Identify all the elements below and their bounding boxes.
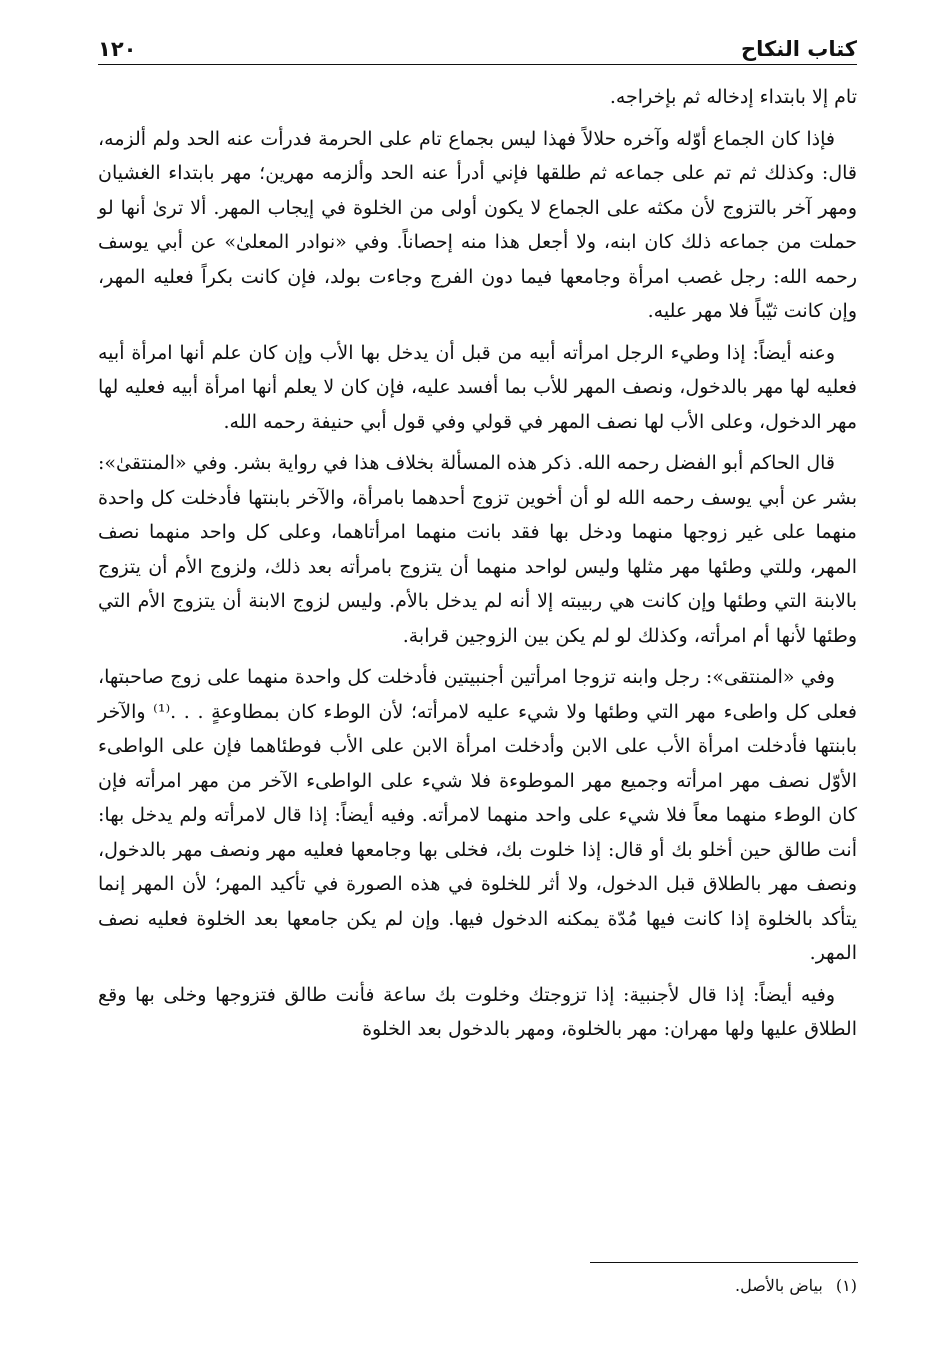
chapter-title: كتاب النكاح <box>741 37 857 61</box>
footnote-text: بياض بالأصل. <box>734 1276 823 1295</box>
main-text <box>98 80 857 1054</box>
paragraph-4: قال الحاكم أبو الفضل رحمه الله. ذكر هذه المسألة بخلاف هذا في رواية بشر. وفي «المنتقىٰ»: بشر عن أبي يوسف رحمه الله لو أن أخوين تزوج أحدهما بامرأة، والآخر بابنتها فأدخلت كل واحدة منهما على غير زوجها منهما ودخل بها فقد بانت منهما امرأتاهما، وعلى كل واحد منهما نصف المهر، وللتي وطئها مهر مثلها وليس لواحد منهما أن يتزوج بامرأته بعد ذلك، ولزوج الأم أن يتزوج بالابنة التي وطئها وإن كانت هي ربيبته إلا أنه لم يدخل بالأم. وليس لزوج الابنة أن يتزوج الأم التي وطئها لأنها أم امرأته، وكذلك لو لم يكن بين الزوجين قرابة. <box>98 452 857 647</box>
paragraph-2: فإذا كان الجماع أوّله وآخره حلالاً فهذا ليس بجماع تام على الحرمة فدرأت عنه الحد ولم ألزمه، قال: وكذلك ثم تم على جماعه ثم طلقها فإني أدرأ عنه الحد وألزمه مهرين؛ مهر بابتداء الغشيان ومهر آخر بالتزوج لأن مكثه على الجماع لا يكون أولى من الخلوة في إيجاب المهر. ألا ترىٰ أنها لو حملت من جماعه ذلك كان ابنه، ولا أجعل هذا منه إحصاناً. وفي «نوادر المعلىٰ» عن أبي يوسف رحمه الله: رجل غصب امرأة وجامعها فيما دون الفرج وجاءت بولد، فإن كانت بكراً فعليه المهر، وإن كانت ثيّباً فلا مهر عليه. <box>98 127 857 322</box>
footnote <box>98 1272 857 1300</box>
paragraph-3: وعنه أيضاً: إذا وطيء الرجل امرأته أبيه من قبل أن يدخل بها الأب وإن كان علم أنها امرأة أبيه فعليه لها مهر بالدخول، ونصف المهر للأب بما أفسد عليه، فإن كان لا يعلم أنها امرأة أبيه فعليه لها مهر الدخول، وعلى الأب لها نصف المهر في قولي وفي قول أبي حنيفة رحمه الله. <box>98 341 857 433</box>
footnote-number: (١) <box>835 1276 857 1295</box>
paragraph-6: وفيه أيضاً: إذا قال لأجنبية: إذا تزوجتك وخلوت بك ساعة فأنت طالق فتزوجها وخلى بها وقع الطلاق عليها ولها مهران: مهر بالخلوة، ومهر بالدخول بعد الخلوة <box>98 983 857 1040</box>
page-number: ١٢٠ <box>98 37 137 61</box>
paragraph-5: وفي «المنتقى»: رجل وابنه تزوجا امرأتين أجنبيتين فأدخلت كل واحدة منهما على زوج صاحبتها، فعلى كل واطىء مهر التي وطئها ولا شيء عليه لامرأته؛ لأن الوطء كان بمطاوعةٍ . . .⁽¹⁾ والآخر بابنتها فأدخلت امرأة الأب على الابن وأدخلت امرأة الابن على الأب فوطئاهما فإن على الواطىء الأوّل نصف مهر امرأته وجميع مهر الموطوءة فلا شيء على الواطىء الآخر من مهر امرأته فإن كان الوطء منهما معاً فلا شيء على واحد منهما لامرأته. وفيه أيضاً: إذا قال لامرأته ولم يدخل بها: أنت طالق حين أخلو بك أو قال: إذا خلوت بك، فخلى بها وجامعها فعليه مهر ونصف مهر بالدخول، ونصف مهر بالطلاق قبل الدخول، ولا أثر للخلوة في هذه الصورة في تأكيد المهر؛ لأن المهر إنما يتأكد بالخلوة إذا كانت فيها مُدّة يمكنه الدخول فيها. وإن لم يكن جامعها بعد الخلوة فعليه نصف المهر. <box>98 666 857 964</box>
paragraph-1: تام إلا بابتداء إدخاله ثم بإخراجه. <box>609 86 857 108</box>
running-header <box>98 30 857 65</box>
footnote-separator <box>590 1262 858 1263</box>
